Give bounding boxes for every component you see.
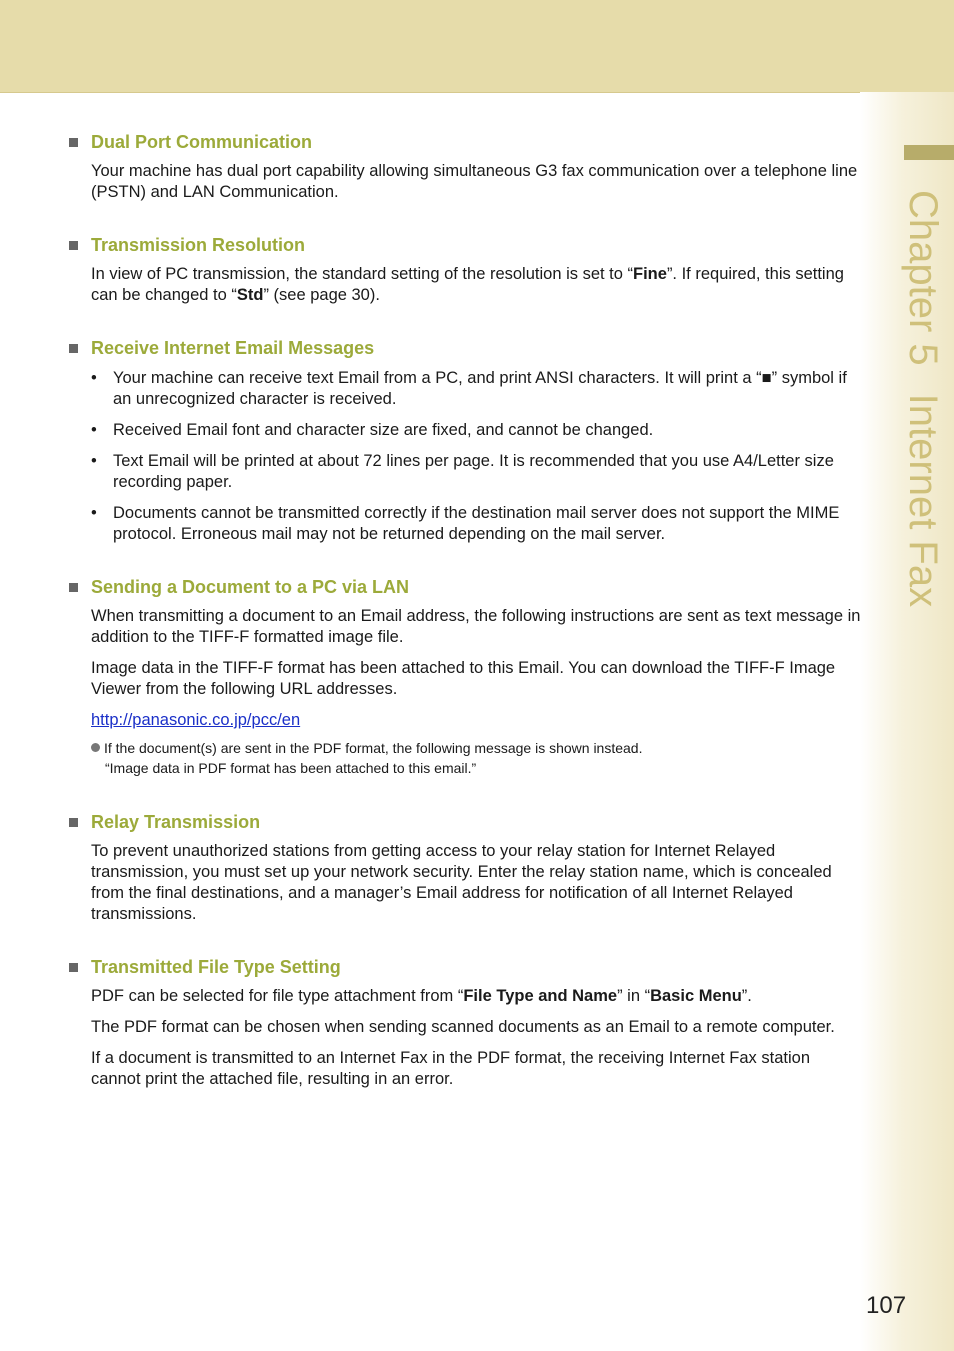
paragraph: Your machine has dual port capability allowing simultaneous G3 fax communication over a telephone line (PSTN) and LAN Communication. <box>91 162 858 201</box>
square-bullet-icon <box>69 344 78 353</box>
chapter-tab-marker <box>904 145 954 160</box>
chapter-prefix: Chapter 5 <box>901 190 945 366</box>
page-content <box>68 130 863 1090</box>
section-heading: Transmission Resolution <box>68 233 863 257</box>
square-bullet-icon <box>69 818 78 827</box>
section-heading: Dual Port Communication <box>68 130 863 154</box>
section-heading: Transmitted File Type Setting <box>68 955 863 979</box>
paragraph: In view of PC transmission, the standard setting of the resolution is set to “Fine”. If required, this setting can be changed to “Std” (see page 30). <box>91 265 844 304</box>
square-bullet-icon <box>69 583 78 592</box>
note-bullet-icon <box>91 743 100 752</box>
list-item: • Received Email font and character size are fixed, and cannot be changed. <box>91 421 654 439</box>
list-item: • Documents cannot be transmitted correctly if the destination mail server does not support the MIME protocol. Erroneous mail may not be returned depending on the mail server. <box>91 504 840 543</box>
url-paragraph <box>68 710 863 731</box>
section-dual-port <box>68 130 863 203</box>
chapter-label <box>893 190 953 610</box>
list-item: • Your machine can receive text Email from a PC, and print ANSI characters. It will print a “■” symbol if an unrecognized character is received. <box>91 369 847 408</box>
bullet-list <box>68 368 863 545</box>
section-heading: Sending a Document to a PC via LAN <box>68 575 863 599</box>
square-bullet-icon <box>69 963 78 972</box>
panasonic-url-link[interactable]: http://panasonic.co.jp/pcc/en <box>91 711 301 729</box>
square-bullet-icon <box>69 241 78 250</box>
note: If the document(s) are sent in the PDF format, the following message is shown instead. <box>68 738 863 758</box>
paragraph: PDF can be selected for file type attachment from “File Type and Name” in “Basic Menu”. <box>91 987 752 1005</box>
section-file-type <box>68 955 863 1090</box>
list-item: • Text Email will be printed at about 72 lines per page. It is recommended that you use A4/Letter size recording paper. <box>91 452 834 491</box>
paragraph: If a document is transmitted to an Internet Fax in the PDF format, the receiving Internet Fax station cannot print the attached file, resulting in an error. <box>91 1049 811 1088</box>
section-transmission-resolution <box>68 233 863 306</box>
paragraph: The PDF format can be chosen when sending scanned documents as an Email to a remote computer. <box>91 1018 835 1036</box>
paragraph: When transmitting a document to an Email address, the following instructions are sent as text message in addition to the TIFF-F formatted image file. <box>91 607 861 646</box>
square-bullet-icon <box>69 138 78 147</box>
paragraph: To prevent unauthorized stations from getting access to your relay station for Internet Relayed transmission, you must set up your network security. Enter the relay station name, which is concealed from the final destinations, and a manager’s Email address for notification of all Internet Relayed transmissions. <box>91 842 832 923</box>
paragraph: Image data in the TIFF-F format has been attached to this Email. You can download the TIFF-F Image Viewer from the following URL addresses. <box>91 659 836 698</box>
section-receive-email <box>68 336 863 545</box>
section-relay-transmission <box>68 810 863 925</box>
header-band <box>0 0 954 93</box>
chapter-title: Internet Fax <box>901 393 945 608</box>
section-heading: Relay Transmission <box>68 810 863 834</box>
section-sending-to-pc <box>68 575 863 778</box>
note-quote: “Image data in PDF format has been attached to this email.” <box>105 760 477 776</box>
page-number: 107 <box>866 1292 907 1319</box>
section-heading: Receive Internet Email Messages <box>68 336 863 360</box>
